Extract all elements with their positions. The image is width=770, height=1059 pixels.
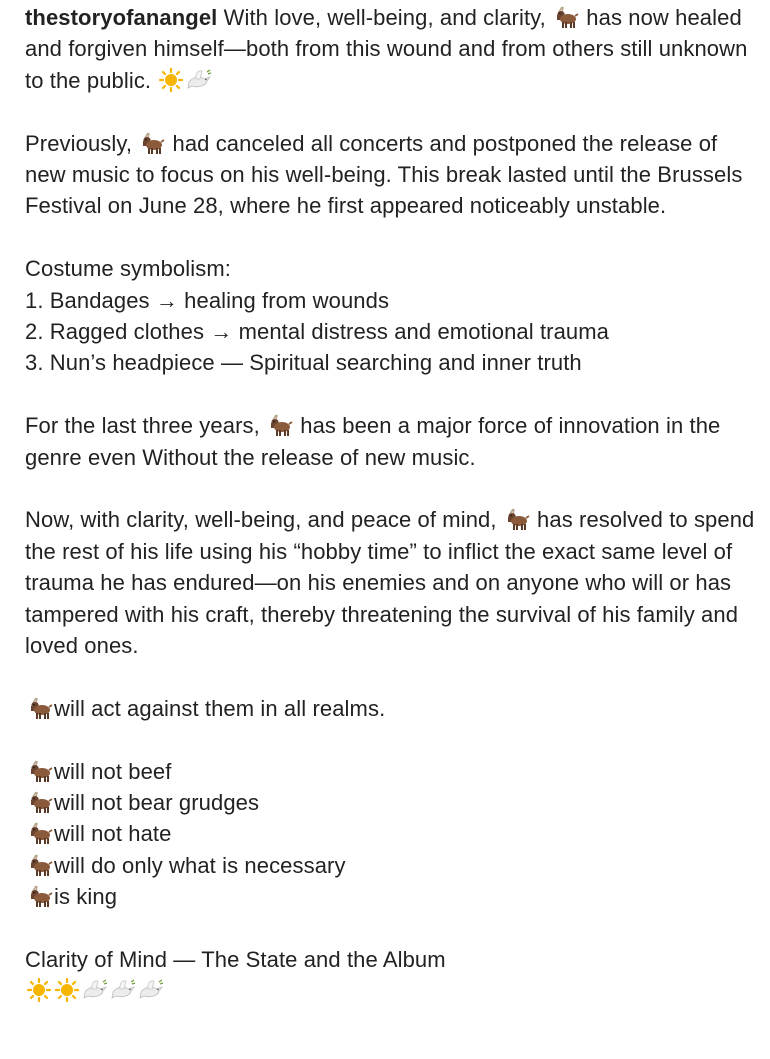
post-intro bbox=[25, 2, 755, 96]
goat-icon bbox=[27, 759, 53, 783]
paragraph-act bbox=[25, 693, 755, 724]
p3-text-1: For the last three years, bbox=[25, 413, 267, 439]
list-item bbox=[25, 818, 755, 849]
p5-text: will act against them in all realms. bbox=[54, 695, 386, 721]
list-item bbox=[25, 850, 755, 881]
list-item-text: is king bbox=[54, 884, 118, 910]
list-item-text: will do only what is necessary bbox=[54, 852, 346, 878]
username-link[interactable]: thestoryofanangel bbox=[25, 5, 218, 30]
goat-icon bbox=[504, 507, 530, 531]
p2-text-1: Previously, bbox=[25, 130, 139, 156]
costume-item: 1. Bandages → healing from wounds bbox=[25, 287, 390, 313]
list-item-text: will not beef bbox=[54, 758, 172, 784]
goat-icon bbox=[27, 790, 53, 814]
p2-text-2: had canceled all concerts and postponed the release of new music to focus on his well-being. This break lasted until the Brussels Festival on June 28, where he first appeared noticeably unstable. bbox=[25, 130, 743, 219]
goat-icon bbox=[27, 696, 53, 720]
costume-section bbox=[25, 253, 755, 379]
sun-icon bbox=[54, 978, 80, 1002]
costume-heading: Costume symbolism: bbox=[25, 256, 231, 282]
intro-text-2: has now healed and forgiven himself—both from this wound and from others still unknown to the public. bbox=[25, 5, 748, 93]
list-item bbox=[25, 787, 755, 818]
sun-icon bbox=[158, 68, 184, 92]
paragraph-last-three-years bbox=[25, 410, 755, 473]
closing-title: Clarity of Mind — The State and the Album bbox=[25, 947, 446, 973]
intro-text-1: With love, well-being, and clarity, bbox=[217, 5, 553, 30]
dove-icon bbox=[138, 978, 164, 1002]
goat-list bbox=[25, 756, 755, 913]
goat-icon bbox=[27, 821, 53, 845]
list-item-text: will not hate bbox=[54, 821, 172, 847]
list-item bbox=[25, 756, 755, 787]
list-item bbox=[25, 881, 755, 912]
paragraph-previously bbox=[25, 128, 755, 222]
costume-item: 2. Ragged clothes → mental distress and emotional trauma bbox=[25, 319, 610, 345]
closing-section bbox=[25, 944, 755, 1007]
goat-icon bbox=[267, 413, 293, 437]
paragraph-now bbox=[25, 504, 755, 661]
goat-icon bbox=[139, 131, 165, 155]
goat-icon bbox=[27, 853, 53, 877]
dove-icon bbox=[110, 978, 136, 1002]
goat-icon bbox=[27, 884, 53, 908]
p4-text-2: has resolved to spend the rest of his life using his “hobby time” to inflict the exact same level of trauma he has endured—on his enemies and on anyone who will or has tampered with his craft, thereby threatening the survival of his family and loved ones. bbox=[25, 507, 755, 659]
goat-icon bbox=[553, 5, 579, 29]
p4-text-1: Now, with clarity, well-being, and peace of mind, bbox=[25, 507, 503, 533]
post-caption bbox=[25, 2, 755, 1007]
dove-icon bbox=[186, 68, 212, 92]
sun-icon bbox=[26, 978, 52, 1002]
list-item-text: will not bear grudges bbox=[54, 790, 260, 816]
costume-item: 3. Nun’s headpiece — Spiritual searching and inner truth bbox=[25, 350, 582, 376]
closing-emoji-row bbox=[25, 975, 755, 1006]
dove-icon bbox=[82, 978, 108, 1002]
p3-text-2: has been a major force of innovation in the genre even Without the release of new music. bbox=[25, 413, 721, 470]
